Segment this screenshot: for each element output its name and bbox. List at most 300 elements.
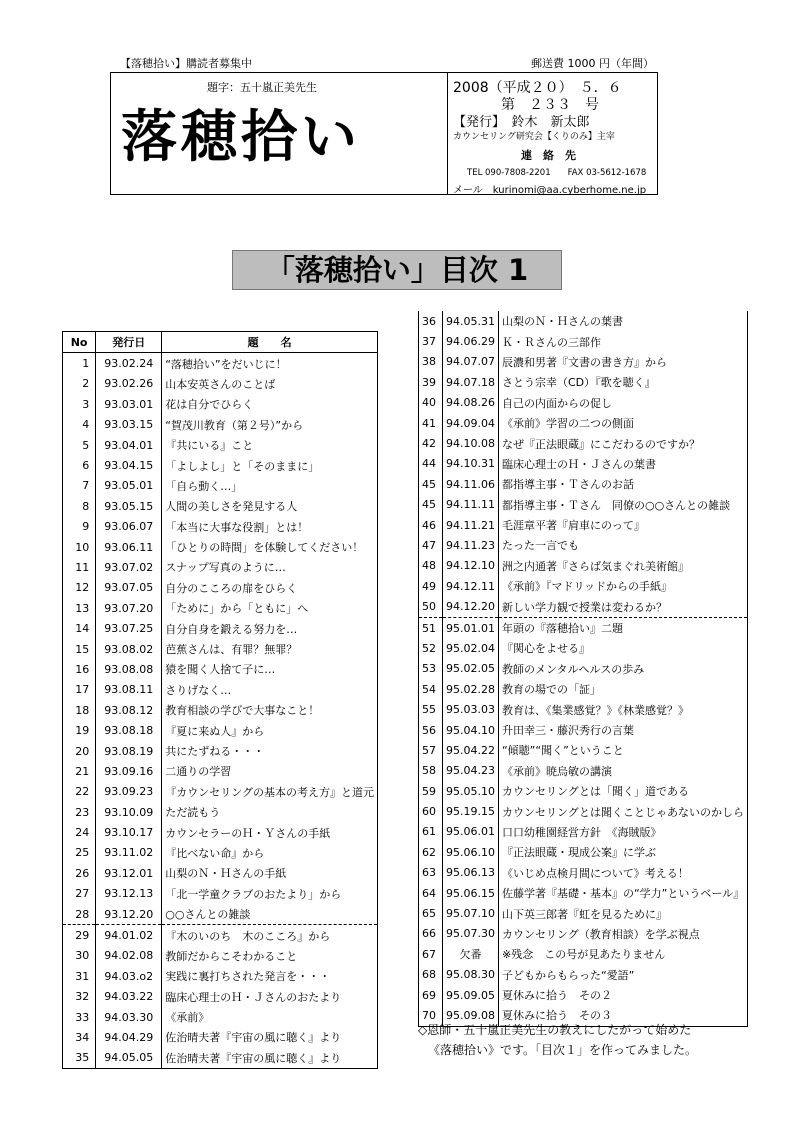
toc-title-cell: カウンセリング（教育相談）を学ぶ視点: [498, 924, 747, 944]
toc-date-cell: 93.07.02: [96, 557, 162, 577]
toc-date-cell: 95.06.10: [443, 842, 499, 862]
toc-date-cell: 93.03.15: [96, 415, 162, 435]
issue-date: 2008（平成２０） ５．６: [453, 80, 622, 96]
table-row: [63, 353, 378, 374]
toc-date-cell: 93.10.17: [96, 822, 162, 842]
table-row: [63, 435, 378, 455]
toc-title-cell: 「よしよし」と「そのままに」: [162, 455, 378, 475]
table-row: [63, 987, 378, 1007]
toc-title-cell: 「ために」から「ともに」へ: [162, 598, 378, 618]
phone-fax: TEL 090-7808-2201 FAX 03-5612-1678: [467, 168, 647, 178]
toc-title-cell: 辰濃和男著『文書の書き方』から: [498, 352, 747, 372]
toc-title-cell: 人間の美しさを発見する人: [162, 496, 378, 516]
table-row: [63, 598, 378, 618]
toc-no-cell: 16: [63, 659, 96, 679]
table-row: [63, 863, 378, 883]
toc-table-right: [418, 311, 748, 1027]
calligraphy-credit: 題字：五十嵐正美先生: [207, 81, 317, 94]
toc-no-cell: 5: [63, 435, 96, 455]
toc-title-cell: 山梨のＮ・Ｈさんの手紙: [162, 863, 378, 883]
toc-no-cell: 46: [419, 515, 443, 535]
toc-no-cell: 10: [63, 537, 96, 557]
toc-no-cell: 21: [63, 761, 96, 781]
toc-date-cell: 95.02.05: [443, 659, 499, 679]
table-row: [63, 1007, 378, 1027]
table-row: [419, 556, 748, 576]
toc-no-cell: 40: [419, 393, 443, 413]
toc-no-cell: 63: [419, 863, 443, 883]
toc-title-cell: 臨床心理士のＨ・Ｊさんのおたより: [162, 987, 378, 1007]
toc-no-cell: 44: [419, 454, 443, 474]
masthead: [110, 72, 658, 195]
toc-no-cell: 68: [419, 965, 443, 985]
toc-date-cell: 93.09.23: [96, 782, 162, 802]
toc-title-cell: 共にたずねる・・・: [162, 741, 378, 761]
toc-date-cell: 95.04.22: [443, 740, 499, 760]
toc-no-cell: 61: [419, 822, 443, 842]
toc-date-cell: 94.12.10: [443, 556, 499, 576]
toc-title-cell: 佐藤学著『基礎・基本』の“学力”というベール』: [498, 883, 747, 903]
toc-title-cell: 《いじめ点検月間について》考える！: [498, 863, 747, 883]
toc-title-cell: 『関心をよせる』: [498, 638, 747, 658]
toc-date-cell: 93.08.08: [96, 659, 162, 679]
email: メール kurinomi@aa.cyberhome.ne.jp: [453, 185, 647, 196]
toc-title-cell: 『木のいのち 木のこころ』から: [162, 925, 378, 946]
toc-no-cell: 32: [63, 987, 96, 1007]
toc-title-cell: 実践に裏打ちされた発言を・・・: [162, 966, 378, 986]
toc-date-cell: 95.03.03: [443, 699, 499, 719]
toc-date-cell: 94.06.29: [443, 331, 499, 351]
table-row: [419, 535, 748, 555]
table-row: [419, 331, 748, 351]
toc-title-cell: さりげなく…: [162, 680, 378, 700]
toc-no-cell: 19: [63, 720, 96, 740]
toc-no-cell: 7: [63, 476, 96, 496]
toc-title-cell: 升田幸三・藤沢秀行の言葉: [498, 720, 747, 740]
toc-no-cell: 4: [63, 415, 96, 435]
toc-no-cell: 57: [419, 740, 443, 760]
toc-no-cell: 20: [63, 741, 96, 761]
toc-date-cell: 94.11.23: [443, 535, 499, 555]
toc-title-cell: 教育の場での「証」: [498, 679, 747, 699]
toc-no-cell: 25: [63, 843, 96, 863]
toc-date-cell: 93.08.18: [96, 720, 162, 740]
toc-no-cell: 1: [63, 353, 96, 374]
toc-date-cell: 94.05.31: [443, 311, 499, 331]
toc-no-cell: 62: [419, 842, 443, 862]
toc-date-cell: 95.09.05: [443, 985, 499, 1005]
table-row: [63, 659, 378, 679]
toc-no-cell: 15: [63, 639, 96, 659]
publisher: 【発行】 鈴木 新太郎: [453, 115, 590, 130]
toc-date-cell: 93.11.02: [96, 843, 162, 863]
toc-date-cell: 欠番: [443, 944, 499, 964]
toc-no-cell: 45: [419, 474, 443, 494]
table-row: [63, 557, 378, 577]
table-row: [63, 394, 378, 414]
toc-no-cell: 30: [63, 946, 96, 966]
toc-title-cell: 「ひとりの時間」を体験してください！: [162, 537, 378, 557]
footnote-line-2: 《落穂拾い》です。「目次１」を作ってみました。: [428, 1043, 698, 1057]
toc-no-cell: 3: [63, 394, 96, 414]
toc-title-cell: 芭蕉さんは、有罪？無罪？: [162, 639, 378, 659]
toc-date-cell: 94.07.18: [443, 372, 499, 392]
toc-no-cell: 33: [63, 1007, 96, 1027]
toc-date-cell: 94.09.04: [443, 413, 499, 433]
toc-title-cell: 自分のこころの扉をひらく: [162, 578, 378, 598]
toc-title-cell: “落穂拾い”をだいじに！: [162, 353, 378, 374]
table-row: [419, 699, 748, 719]
toc-title-cell: 《承前》暁烏敏の講演: [498, 761, 747, 781]
toc-title-cell: 口口幼稚園経営方針 《海賊版》: [498, 822, 747, 842]
toc-date-cell: 95.02.04: [443, 638, 499, 658]
table-row: [63, 476, 378, 496]
toc-no-cell: 50: [419, 596, 443, 617]
toc-title-cell: “賀茂川教育（第２号）”から: [162, 415, 378, 435]
toc-no-cell: 24: [63, 822, 96, 842]
toc-no-cell: 37: [419, 331, 443, 351]
toc-date-cell: 93.12.20: [96, 904, 162, 925]
toc-title-cell: スナップ写真のように…: [162, 557, 378, 577]
table-row: [419, 495, 748, 515]
table-row: [63, 761, 378, 781]
toc-no-cell: 12: [63, 578, 96, 598]
toc-date-cell: 94.05.05: [96, 1048, 162, 1069]
table-row: [419, 822, 748, 842]
toc-title-cell: 《承前》: [162, 1007, 378, 1027]
toc-date-cell: 94.04.29: [96, 1027, 162, 1047]
toc-title-cell: 花は自分でひらく: [162, 394, 378, 414]
table-row: [419, 761, 748, 781]
toc-title-cell: 二通りの学習: [162, 761, 378, 781]
toc-no-cell: 56: [419, 720, 443, 740]
toc-date-cell: 93.08.02: [96, 639, 162, 659]
column-header-date: 発行日: [96, 332, 162, 353]
toc-date-cell: 95.01.01: [443, 617, 499, 638]
table-row: [63, 884, 378, 904]
table-row: [419, 842, 748, 862]
toc-no-cell: 8: [63, 496, 96, 516]
toc-title-cell: 山下英三郎著『虹を見るために』: [498, 903, 747, 923]
table-row: [419, 924, 748, 944]
table-row: [63, 618, 378, 638]
table-row: [419, 311, 748, 331]
toc-no-cell: 13: [63, 598, 96, 618]
toc-no-cell: 17: [63, 680, 96, 700]
toc-title-cell: 山梨のＮ・Ｈさんの葉書: [498, 311, 747, 331]
table-row: [419, 474, 748, 494]
toc-no-cell: 28: [63, 904, 96, 925]
table-row: [63, 374, 378, 394]
toc-title-cell: 教師のメンタルヘルスの歩み: [498, 659, 747, 679]
toc-date-cell: 93.10.09: [96, 802, 162, 822]
toc-date-cell: 94.02.08: [96, 946, 162, 966]
toc-title-cell: “傾聴”“聞く”ということ: [498, 740, 747, 760]
toc-no-cell: 41: [419, 413, 443, 433]
table-row: [419, 352, 748, 372]
table-row: [419, 515, 748, 535]
toc-no-cell: 54: [419, 679, 443, 699]
toc-no-cell: 69: [419, 985, 443, 1005]
table-row: [419, 883, 748, 903]
toc-no-cell: 47: [419, 535, 443, 555]
toc-date-cell: 95.07.10: [443, 903, 499, 923]
table-row: [63, 700, 378, 720]
toc-no-cell: 64: [419, 883, 443, 903]
toc-no-cell: 59: [419, 781, 443, 801]
toc-date-cell: 93.08.12: [96, 700, 162, 720]
toc-no-cell: 29: [63, 925, 96, 946]
toc-date-cell: 94.11.21: [443, 515, 499, 535]
toc-date-cell: 94.11.11: [443, 495, 499, 515]
toc-title-cell: 「本当に大事な役割」とは！: [162, 517, 378, 537]
toc-no-cell: 66: [419, 924, 443, 944]
table-header-row: [63, 332, 378, 353]
toc-title-cell: ○○さんとの雑談: [162, 904, 378, 925]
table-row: [419, 393, 748, 413]
toc-title-cell: 『正法眼蔵・現成公案』に学ぶ: [498, 842, 747, 862]
toc-title-cell: たった一言でも: [498, 535, 747, 555]
toc-date-cell: 93.07.20: [96, 598, 162, 618]
toc-date-cell: 93.06.11: [96, 537, 162, 557]
toc-date-cell: 93.06.07: [96, 517, 162, 537]
toc-title-cell: ただ読もう: [162, 802, 378, 822]
table-row: [63, 415, 378, 435]
toc-title-cell: さとう宗幸（CD）『歌を聴く』: [498, 372, 747, 392]
toc-date-cell: 94.08.26: [443, 393, 499, 413]
toc-date-cell: 93.02.24: [96, 353, 162, 374]
table-row: [63, 925, 378, 946]
toc-title-cell: 夏休みに拾う その３: [498, 1005, 747, 1026]
subscription-notice: 【落穂拾い】購読者募集中: [120, 57, 252, 70]
table-row: [419, 720, 748, 740]
toc-no-cell: 48: [419, 556, 443, 576]
toc-date-cell: 93.12.01: [96, 863, 162, 883]
footnote-line-1: ◇恩師・五十嵐正美先生の教えにしたがって始めた: [418, 1023, 692, 1037]
table-row: [419, 903, 748, 923]
toc-date-cell: 94.11.06: [443, 474, 499, 494]
toc-date-cell: 95.09.08: [443, 1005, 499, 1026]
toc-title-cell: 教師だからこそわかること: [162, 946, 378, 966]
toc-no-cell: 58: [419, 761, 443, 781]
table-row: [419, 740, 748, 760]
table-row: [63, 946, 378, 966]
toc-no-cell: 23: [63, 802, 96, 822]
toc-date-cell: 94.03.o2: [96, 966, 162, 986]
toc-title-cell: 毛涯章平著『肩車にのって』: [498, 515, 747, 535]
toc-no-cell: 67: [419, 944, 443, 964]
toc-title-cell: なぜ『正法眼蔵』にこだわるのですか？: [498, 433, 747, 453]
table-row: [419, 801, 748, 821]
toc-title-cell: カウンセリングとは「聞く」道である: [498, 781, 747, 801]
toc-no-cell: 18: [63, 700, 96, 720]
toc-no-cell: 14: [63, 618, 96, 638]
toc-no-cell: 22: [63, 782, 96, 802]
toc-no-cell: 35: [63, 1048, 96, 1069]
table-row: [419, 454, 748, 474]
table-row: [63, 639, 378, 659]
table-row: [419, 679, 748, 699]
toc-date-cell: 94.07.07: [443, 352, 499, 372]
table-row: [63, 680, 378, 700]
toc-date-cell: 95.06.15: [443, 883, 499, 903]
toc-no-cell: 2: [63, 374, 96, 394]
toc-title-cell: 教育相談の学びで大事なこと！: [162, 700, 378, 720]
toc-title-cell: カウンセラーのＨ・Ｙさんの手紙: [162, 822, 378, 842]
toc-no-cell: 9: [63, 517, 96, 537]
organization: カウンセリング研究会【くりのみ】主宰: [453, 132, 615, 142]
toc-date-cell: 95.02.28: [443, 679, 499, 699]
toc-date-cell: 94.12.20: [443, 596, 499, 617]
toc-date-cell: 93.08.11: [96, 680, 162, 700]
toc-title-cell: 教育は、《集業感覚？》《林業感覚？》: [498, 699, 747, 719]
toc-title-cell: 『カウンセリングの基本の考え方』と道元: [162, 782, 378, 802]
toc-title-cell: 佐治晴夫著『宇宙の風に聴く』より: [162, 1027, 378, 1047]
toc-title-cell: 佐治晴夫著『宇宙の風に聴く』より: [162, 1048, 378, 1069]
toc-no-cell: 65: [419, 903, 443, 923]
table-row: [419, 965, 748, 985]
issue-number: 第 ２３３ 号: [501, 97, 599, 113]
toc-date-cell: 95.07.30: [443, 924, 499, 944]
toc-title-cell: 『夏に来ぬ人』から: [162, 720, 378, 740]
toc-title-cell: 都指導主事・Ｔさんのお話: [498, 474, 747, 494]
toc-date-cell: 94.12.11: [443, 576, 499, 596]
table-row: [419, 781, 748, 801]
toc-title-cell: 山本安英さんのことば: [162, 374, 378, 394]
table-row: [419, 985, 748, 1005]
toc-date-cell: 93.09.16: [96, 761, 162, 781]
toc-no-cell: 60: [419, 801, 443, 821]
toc-title-cell: 「自ら動く…」: [162, 476, 378, 496]
toc-no-cell: 49: [419, 576, 443, 596]
table-row: [419, 659, 748, 679]
toc-title-cell: ※残念 この号が見あたりません: [498, 944, 747, 964]
toc-no-cell: 11: [63, 557, 96, 577]
column-header-no: No: [63, 332, 96, 353]
table-row: [419, 617, 748, 638]
toc-no-cell: 38: [419, 352, 443, 372]
table-row: [63, 455, 378, 475]
toc-date-cell: 95.04.10: [443, 720, 499, 740]
table-row: [63, 741, 378, 761]
postage-fee: 郵送費 1000 円（年間）: [531, 57, 654, 70]
table-row: [63, 966, 378, 986]
toc-title-cell: 猿を聞く人捨て子に…: [162, 659, 378, 679]
page-title: 「落穂拾い」目次 1: [232, 250, 562, 290]
toc-table-left: [62, 331, 378, 1069]
table-row: [419, 596, 748, 617]
table-row: [419, 413, 748, 433]
toc-date-cell: 93.03.01: [96, 394, 162, 414]
toc-date-cell: 94.03.30: [96, 1007, 162, 1027]
table-row: [419, 944, 748, 964]
toc-title-cell: 臨床心理士のＨ・Ｊさんの葉書: [498, 454, 747, 474]
table-row: [419, 576, 748, 596]
toc-title-cell: 洲之内通著『さらば気まぐれ美術館』: [498, 556, 747, 576]
toc-date-cell: 93.08.19: [96, 741, 162, 761]
toc-title-cell: 新しい学力観で授業は変わるか？: [498, 596, 747, 617]
toc-date-cell: 95.05.10: [443, 781, 499, 801]
toc-title-cell: 自己の内面からの促し: [498, 393, 747, 413]
toc-date-cell: 95.06.13: [443, 863, 499, 883]
toc-date-cell: 95.06.01: [443, 822, 499, 842]
toc-title-cell: 年頭の『落穂拾い』二題: [498, 617, 747, 638]
toc-title-cell: 都指導主事・Ｔさん 同僚の○○さんとの雑談: [498, 495, 747, 515]
toc-date-cell: 93.05.01: [96, 476, 162, 496]
toc-date-cell: 93.04.15: [96, 455, 162, 475]
table-row: [63, 843, 378, 863]
newsletter-logo: 落穂拾い: [121, 104, 361, 170]
table-row: [63, 720, 378, 740]
toc-date-cell: 94.03.22: [96, 987, 162, 1007]
toc-date-cell: 95.19.15: [443, 801, 499, 821]
toc-no-cell: 52: [419, 638, 443, 658]
toc-title-cell: 子どもからもらった“愛語”: [498, 965, 747, 985]
toc-date-cell: 93.07.05: [96, 578, 162, 598]
table-row: [63, 578, 378, 598]
toc-date-cell: 93.07.25: [96, 618, 162, 638]
table-row: [63, 782, 378, 802]
table-row: [419, 638, 748, 658]
toc-title-cell: Ｋ・Ｒさんの三部作: [498, 331, 747, 351]
toc-no-cell: 45: [419, 495, 443, 515]
toc-no-cell: 39: [419, 372, 443, 392]
contact-heading: 連 絡 先: [521, 149, 576, 162]
toc-date-cell: 94.10.31: [443, 454, 499, 474]
toc-no-cell: 51: [419, 617, 443, 638]
toc-date-cell: 94.01.02: [96, 925, 162, 946]
toc-title-cell: 『比べない命』から: [162, 843, 378, 863]
toc-no-cell: 26: [63, 863, 96, 883]
toc-title-cell: 自分自身を鍛える努力を…: [162, 618, 378, 638]
toc-title-cell: カウンセリングとは聞くことじゃあないのかしら: [498, 801, 747, 821]
toc-date-cell: 95.08.30: [443, 965, 499, 985]
toc-no-cell: 42: [419, 433, 443, 453]
toc-date-cell: 95.04.23: [443, 761, 499, 781]
column-header-title: 題 名: [162, 332, 378, 353]
toc-date-cell: 93.05.15: [96, 496, 162, 516]
table-row: [63, 1027, 378, 1047]
table-row: [63, 1048, 378, 1069]
table-row: [63, 822, 378, 842]
toc-date-cell: 93.04.01: [96, 435, 162, 455]
toc-date-cell: 94.10.08: [443, 433, 499, 453]
table-row: [63, 517, 378, 537]
toc-no-cell: 27: [63, 884, 96, 904]
toc-title-cell: 『共にいる』こと: [162, 435, 378, 455]
toc-no-cell: 36: [419, 311, 443, 331]
toc-no-cell: 31: [63, 966, 96, 986]
toc-date-cell: 93.02.26: [96, 374, 162, 394]
toc-no-cell: 55: [419, 699, 443, 719]
toc-title-cell: 《承前》学習の二つの側面: [498, 413, 747, 433]
toc-no-cell: 53: [419, 659, 443, 679]
table-row: [419, 433, 748, 453]
table-row: [63, 802, 378, 822]
toc-title-cell: 夏休みに拾う その２: [498, 985, 747, 1005]
toc-title-cell: 「北一学童クラブのおたより」から: [162, 884, 378, 904]
toc-no-cell: 34: [63, 1027, 96, 1047]
table-row: [63, 537, 378, 557]
toc-no-cell: 6: [63, 455, 96, 475]
toc-date-cell: 93.12.13: [96, 884, 162, 904]
table-row: [419, 372, 748, 392]
table-row: [419, 863, 748, 883]
table-row: [63, 496, 378, 516]
masthead-divider: [447, 73, 448, 194]
toc-no-cell: 70: [419, 1005, 443, 1026]
toc-title-cell: 《承前》『マドリッドからの手紙』: [498, 576, 747, 596]
